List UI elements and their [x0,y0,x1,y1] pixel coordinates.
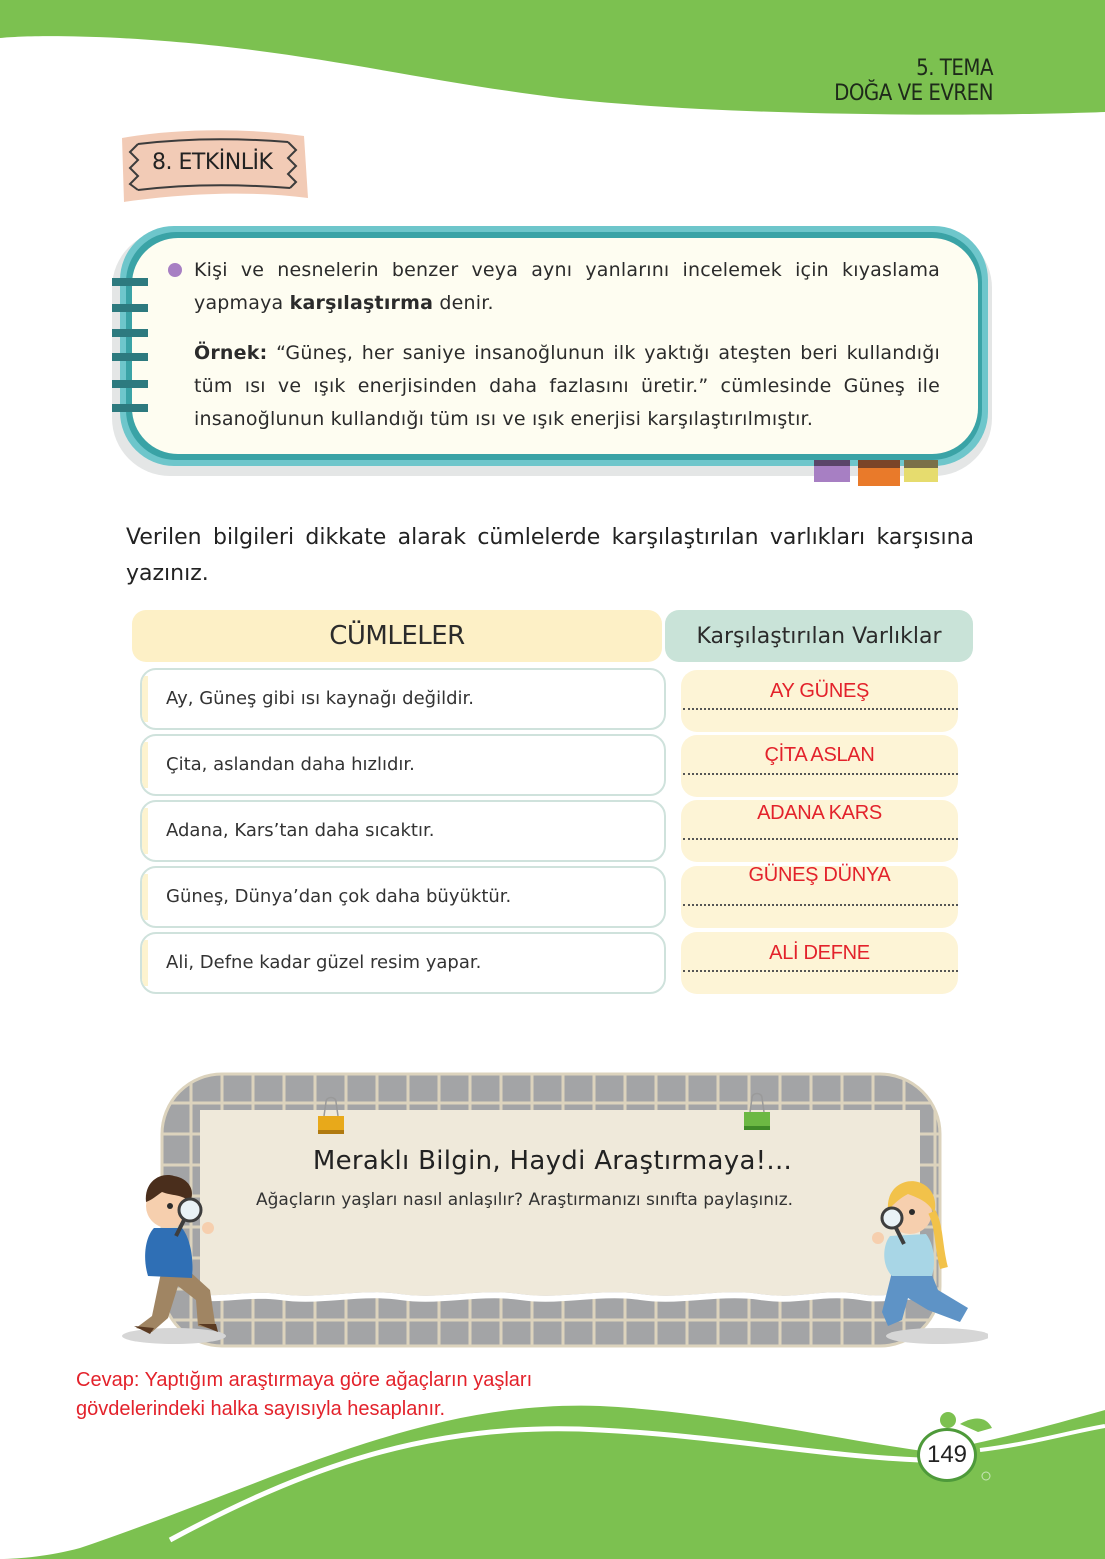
answer-note: Cevap: Yaptığım araştırmaya göre ağaçların yaşları gövdelerindeki halka sayısıyla hesaplanır. [76,1369,533,1420]
answer-text: ADANA KARS [757,802,882,824]
purple-tab-icon [814,460,850,482]
dotted-line [683,904,958,906]
sentence-row: Güneş, Dünya’dan çok daha büyüktür. [140,866,666,928]
spiral-ring-icon [112,353,148,361]
answer-field[interactable] [681,866,958,928]
dotted-line [683,708,958,710]
yellow-tab-icon [904,460,938,482]
girl-with-magnifier-illustration [868,1172,988,1346]
spiral-ring-icon [112,304,148,312]
dotted-line [683,970,958,972]
example-paragraph: Örnek: “Güneş, her saniye insanoğlunun ilk yaktığı ateşten beri kullandığı tüm ısı ve ışık enerjisinden daha fazlasını üretir.” cümlesinde Güneş ile insanoğlunun kullandığı tüm ısı ve ışık enerjisi karşılaştırılmıştır. [194,342,940,430]
answer-field[interactable] [681,670,958,732]
definition-term: karşılaştırma [289,292,434,314]
answer-field[interactable] [681,800,958,862]
research-question: Ağaçların yaşları nasıl anlaşılır? Araştırmanızı sınıfta paylaşınız. [256,1190,794,1210]
definition-paragraph: Kişi ve nesnelerin benzer veya aynı yanlarını incelemek için kıyaslama yapmaya karşılaştırma denir. [194,259,940,314]
sentence-row: Adana, Kars’tan daha sıcaktır. [140,800,666,862]
answer-text: ÇİTA ASLAN [764,744,875,766]
spiral-ring-icon [112,404,148,412]
header-sentences: CÜMLELER [132,610,662,662]
sentence-row: Ay, Güneş gibi ısı kaynağı değildir. [140,668,666,730]
theme-header [834,56,993,106]
theme-number: 5. TEMA [916,56,993,81]
boy-with-magnifier-illustration [112,1166,242,1346]
page-number: 149 [917,1428,977,1482]
definition-card [112,226,992,476]
orange-tab-icon [858,460,900,486]
header-compared-entities: Karşılaştırılan Varlıklar [665,610,973,662]
spiral-ring-icon [112,329,148,337]
sentence-row: Çita, aslandan daha hızlıdır. [140,734,666,796]
activity-badge [118,130,310,204]
activity-label: 8. ETKİNLİK [152,150,273,175]
answer-text: GÜNEŞ DÜNYA [748,864,891,886]
dotted-line [683,838,958,840]
instruction-text: Verilen bilgileri dikkate alarak cümlelerde karşılaştırılan varlıkları karşısına yazınız. [126,525,974,586]
answer-text: AY GÜNEŞ [769,680,870,702]
answer-text: ALİ DEFNE [769,942,870,964]
dotted-line [683,773,958,775]
spiral-ring-icon [112,278,148,286]
spiral-ring-icon [112,380,148,388]
sentence-row: Ali, Defne kadar güzel resim yapar. [140,932,666,994]
research-board [160,1072,942,1348]
bullet-dot-icon [168,263,182,277]
answer-field[interactable] [681,735,958,797]
theme-title: DOĞA VE EVREN [834,81,993,106]
card-text [194,254,940,436]
example-label: Örnek: [194,342,268,364]
answer-field[interactable] [681,932,958,994]
research-title: Meraklı Bilgin, Haydi Araştırmaya!... [312,1146,793,1176]
